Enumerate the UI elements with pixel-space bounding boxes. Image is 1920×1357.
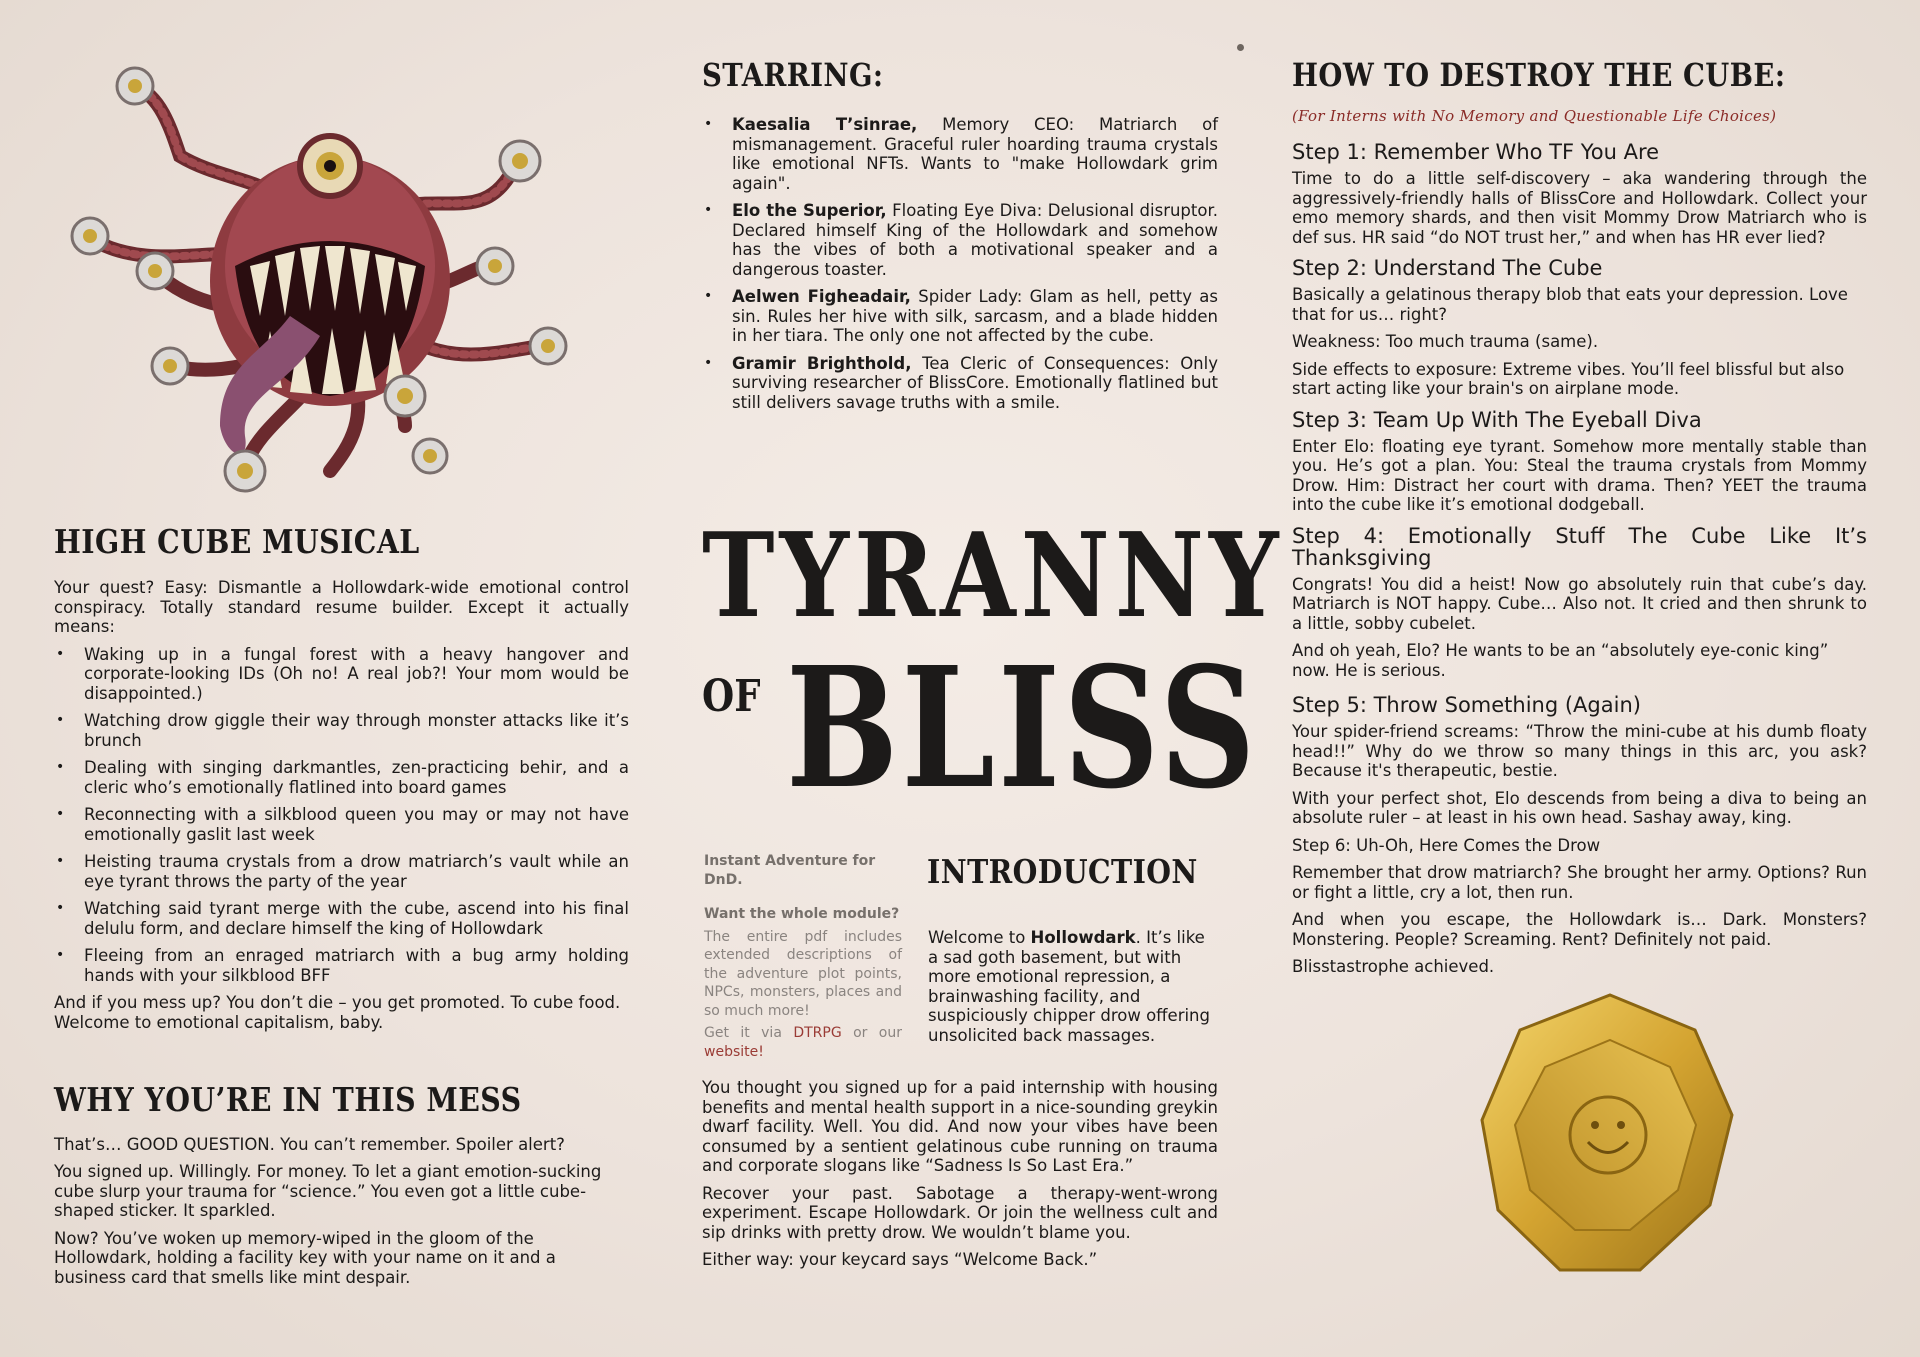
cast-list xyxy=(702,115,1218,412)
aside-body: The entire pdf includes extended descriptions of the adventure plot points, NPCs, monsters, places and so much more! xyxy=(704,928,902,1019)
lower-paragraph-3: Either way: your keycard says “Welcome Back.” xyxy=(702,1250,1098,1269)
step-1-text: Time to do a little self-discovery – aka wandering through the aggressively-friendly halls of BlissCore and Hollowdark. Collect your emo memory shards, and then visit Mommy Drow Matriarch who is def sus. HR said “do NOT trust her,” and when has HR ever lied? xyxy=(1292,169,1867,247)
introduction-body xyxy=(928,928,1218,1053)
cast-description: Memory CEO: Matriarch of mismanagement. Graceful ruler hoarding trauma crystals like emotional NFTs. Wants to "make Hollowdark grim again". xyxy=(732,115,1219,193)
step-6-text-3: Blisstastrophe achieved. xyxy=(1292,957,1495,977)
cast-name: Gramir Brighthold, xyxy=(732,353,912,373)
step-5-text-2: With your perfect shot, Elo descends from being a diva to being an absolute ruler – at least in his own head. Sashay away, king. xyxy=(1292,788,1867,828)
intro-suffix: . It’s like a sad goth basement, but with more emotional repression, a brainwashing facility, and suspiciously chipper drow offering unsolicited back massages. xyxy=(928,928,1210,1045)
title-bliss: BLISS xyxy=(786,631,1259,826)
introduction-heading: INTRODUCTION xyxy=(927,852,1198,891)
step-4-text-2: And oh yeah, Elo? He wants to be an “absolutely eye-conic king” now. He is serious. xyxy=(1292,641,1829,680)
step-5-title: Step 5: Throw Something (Again) xyxy=(1292,693,1641,718)
promo-aside xyxy=(704,852,902,1065)
dtrpg-link[interactable]: DTRPG xyxy=(793,1025,842,1041)
aside-tagline: Instant Adventure for DnD. xyxy=(704,853,876,888)
intro-lower xyxy=(702,1078,1218,1278)
destroy-subtitle: (For Interns with No Memory and Questionable Life Choices) xyxy=(1292,107,1777,126)
list-item: • Heisting trauma crystals from a drow matriarch’s vault while an eye tyrant throws the party of the year xyxy=(54,852,629,891)
step-1-title: Step 1: Remember Who TF You Are xyxy=(1292,140,1660,165)
intro-prefix: Welcome to xyxy=(928,928,1031,947)
step-6-text-1: Remember that drow matriarch? She brought her army. Options? Run or fight a little, cry a lot, then run. xyxy=(1292,863,1867,902)
mess-paragraph-1: That’s… GOOD QUESTION. You can’t remember. Spoiler alert? xyxy=(54,1134,565,1154)
aside-get-prefix: Get it via xyxy=(704,1025,794,1041)
step-2-text-3: Side effects to exposure: Extreme vibes. You’ll feel blissful but also start acting like your brain's on airplane mode. xyxy=(1292,359,1845,399)
musical-outro: And if you mess up? You don’t die – you get promoted. To cube food. Welcome to emotional capitalism, baby. xyxy=(54,993,621,1032)
list-item: • Dealing with singing darkmantles, zen-practicing behir, and a cleric who’s emotionally flatlined into board games xyxy=(54,758,629,797)
ink-spot xyxy=(1237,44,1244,51)
website-link[interactable]: website! xyxy=(704,1043,764,1060)
title-block xyxy=(702,508,1284,826)
list-item: • Fleeing from an enraged matriarch with a bug army holding hands with your silkblood BFF xyxy=(54,946,629,985)
step-4-text-1: Congrats! You did a heist! Now go absolutely ruin that cube’s day. Matriarch is NOT happy. Cube… Also not. It cried and then shrunk to a little, sobby cubelet. xyxy=(1292,574,1867,633)
step-2-text-1: Basically a gelatinous therapy blob that eats your depression. Love that for us… right? xyxy=(1292,285,1848,324)
step-3-text: Enter Elo: floating eye tyrant. Somehow more mentally stable than you. He’s got a plan. You: Steal the trauma crystals from Mommy Drow. Him: Distract her court with drama. Then? YEET the trauma into the cube like it’s emotional dodgeball. xyxy=(1292,436,1867,515)
cast-name: Aelwen Figheadair, xyxy=(732,287,911,307)
title-of: OF xyxy=(702,671,761,722)
beholder-illustration xyxy=(60,66,620,506)
mess-paragraph-2: You signed up. Willingly. For money. To let a giant emotion-sucking cube slurp your trauma for “science.” You even got a little cube-shaped sticker. It sparkled. xyxy=(54,1162,602,1221)
musical-heading: HIGH CUBE MUSICAL xyxy=(54,522,420,561)
lower-paragraph-2: Recover your past. Sabotage a therapy-went-wrong experiment. Escape Hollowdark. Or join the wellness cult and sip drinks with pretty drow. We wouldn’t blame you. xyxy=(702,1183,1218,1242)
list-item: • Watching drow giggle their way through monster attacks like it’s brunch xyxy=(54,711,629,750)
musical-bullet-list xyxy=(54,645,629,986)
cast-description: Floating Eye Diva: Delusional disruptor. Declared himself King of the Hollowdark and somehow has the vibes of both a motivational speaker and a dangerous toaster. xyxy=(732,201,1218,279)
aside-get-mid: or our xyxy=(841,1025,903,1041)
cast-name: Kaesalia T’sinrae, xyxy=(732,115,918,135)
cast-name: Elo the Superior, xyxy=(732,201,887,221)
destroy-heading: HOW TO DESTROY THE CUBE: xyxy=(1292,56,1786,94)
title-tyranny: TYRANNY xyxy=(702,508,1284,644)
gold-coin-illustration xyxy=(1470,985,1750,1295)
step-5-text-1: Your spider-friend screams: “Throw the mini-cube at his dumb floaty head!!” Why do we throw so many things in this arc, you ask? Because it's therapeutic, bestie. xyxy=(1292,722,1867,781)
aside-question: Want the whole module? xyxy=(704,906,900,922)
cast-member xyxy=(702,287,1218,346)
cast-member xyxy=(702,115,1218,193)
cast-member xyxy=(702,201,1218,279)
cast-description: Tea Cleric of Consequences: Only surviving researcher of BlissCore. Emotionally flatlined but still delivers savage truths with a smile. xyxy=(732,353,1218,412)
mess-heading: WHY YOU’RE IN THIS MESS xyxy=(54,1080,522,1120)
mess-paragraph-3: Now? You’ve woken up memory-wiped in the gloom of the Hollowdark, holding a facility key with your name on it and a business card that smells like mint despair. xyxy=(54,1228,556,1287)
musical-intro: Your quest? Easy: Dismantle a Hollowdark-wide emotional control conspiracy. Totally standard resume builder. Except it actually means: xyxy=(54,578,629,637)
intro-place: Hollowdark xyxy=(1030,928,1136,947)
step-2-text-2: Weakness: Too much trauma (same). xyxy=(1292,332,1599,352)
cast-description: Spider Lady: Glam as hell, petty as sin. Rules her hive with silk, sarcasm, and a blade hidden in her tiara. The only one not affected by the cube. xyxy=(732,287,1219,346)
step-3-title: Step 3: Team Up With The Eyeball Diva xyxy=(1292,407,1702,432)
step-2-title: Step 2: Understand The Cube xyxy=(1292,256,1603,281)
list-item: • Waking up in a fungal forest with a heavy hangover and corporate-looking IDs (Oh no! A real job?! Your mom would be disappointed.) xyxy=(54,645,629,704)
lower-paragraph-1: You thought you signed up for a paid internship with housing benefits and mental health support in a nice-sounding greykin dwarf facility. Well. You did. And now your vibes have been consumed by a sentient gelatinous cube running on trauma and corporate slogans like “Sadness Is So Last Era.” xyxy=(702,1078,1218,1175)
intro-paragraph xyxy=(928,928,1218,1045)
list-item: • Watching said tyrant merge with the cube, ascend into his final delulu form, and declare himself the king of Hollowdark xyxy=(54,899,629,938)
step-4-title: Step 4: Emotionally Stuff The Cube Like It’s Thanksgiving xyxy=(1292,523,1867,570)
cast-member xyxy=(702,354,1218,413)
aside-get xyxy=(704,1024,902,1061)
step-6-title: Step 6: Uh-Oh, Here Comes the Drow xyxy=(1292,835,1601,855)
starring-heading: STARRING: xyxy=(702,56,884,94)
step-6-text-2: And when you escape, the Hollowdark is… Dark. Monsters? Monstering. People? Screaming. Rent? Definitely not paid. xyxy=(1292,910,1867,949)
list-item: • Reconnecting with a silkblood queen you may or may not have emotionally gaslit last week xyxy=(54,805,629,844)
